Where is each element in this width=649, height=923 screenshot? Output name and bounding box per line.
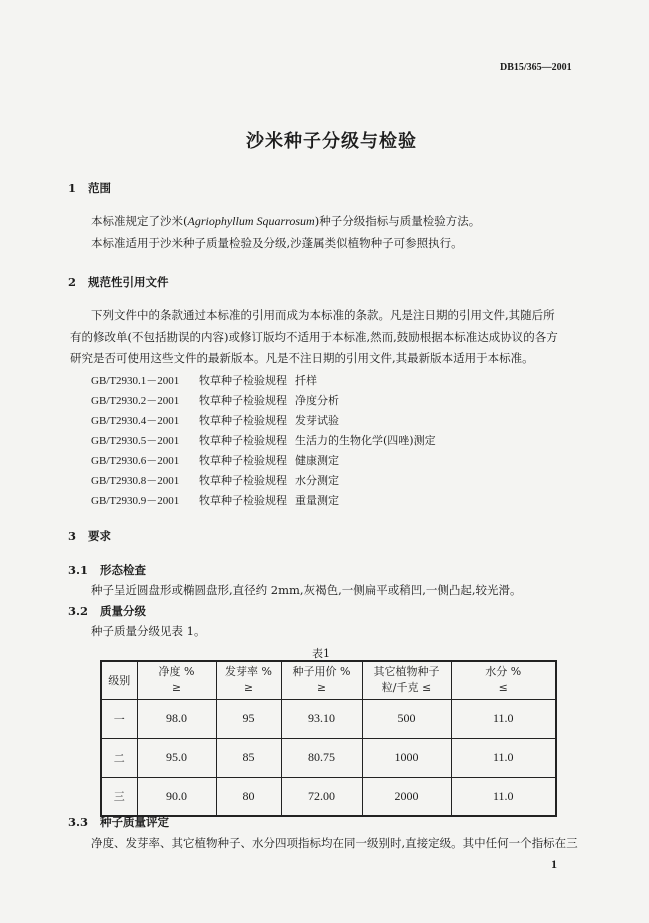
section-number: 3 — [68, 529, 77, 543]
ref-code: GB/T2930.5－2001 — [91, 435, 180, 447]
ref-name: 牧草种子检验规程 — [199, 454, 287, 467]
header-symbol: ≥ — [171, 681, 182, 695]
section-title: 种子质量评定 — [100, 815, 170, 829]
header-symbol: ≥ — [316, 681, 327, 695]
ref-name: 牧草种子检验规程 — [199, 474, 287, 487]
section-3-3-heading — [68, 814, 169, 830]
header-purity — [137, 661, 216, 699]
reference-item — [91, 412, 339, 428]
ref-part: 重量测定 — [295, 494, 339, 507]
header-label: 其它植物种子 — [373, 665, 440, 679]
header-seed-value — [281, 661, 362, 699]
latin-name: Agriophyllum Squarrosum — [187, 214, 315, 228]
reference-item — [91, 432, 436, 448]
section-title: 范围 — [88, 181, 112, 195]
header-label: 种子用价 % — [292, 665, 351, 679]
cell-moisture: 11.0 — [451, 777, 556, 816]
ref-part: 健康测定 — [295, 454, 339, 467]
ref-part: 生活力的生物化学(四唑)测定 — [295, 434, 436, 447]
cell-other-seeds: 2000 — [362, 777, 451, 816]
cell-germination: 95 — [216, 699, 281, 738]
reference-item — [91, 372, 317, 388]
section-number: 1 — [68, 181, 77, 195]
table-row — [101, 777, 556, 816]
cell-purity: 90.0 — [137, 777, 216, 816]
ref-code: GB/T2930.4－2001 — [91, 415, 180, 427]
ref-part: 水分测定 — [295, 474, 339, 487]
cell-grade: 一 — [101, 699, 137, 738]
cell-other-seeds: 500 — [362, 699, 451, 738]
cell-grade: 三 — [101, 777, 137, 816]
header-symbol: ≥ — [243, 681, 254, 695]
ref-code: GB/T2930.1－2001 — [91, 375, 180, 387]
header-label: 发芽率 % — [225, 665, 272, 679]
standard-code: DB15/365—2001 — [500, 62, 572, 73]
references-para-line-2: 有的修改单(不包括勘误的内容)或修订版均不适用于本标准,然而,鼓励根据本标准达成协议的各方 — [70, 330, 558, 344]
header-symbol: ≤ — [498, 681, 508, 695]
ref-part: 净度分析 — [295, 394, 339, 407]
ref-name: 牧草种子检验规程 — [199, 414, 287, 427]
grading-text: 种子质量分级见表 1。 — [91, 624, 206, 638]
ref-part: 扦样 — [295, 374, 317, 387]
cell-moisture: 11.0 — [451, 699, 556, 738]
ref-name: 牧草种子检验规程 — [199, 434, 287, 447]
ref-name: 牧草种子检验规程 — [199, 374, 287, 387]
section-title: 形态检查 — [100, 563, 147, 577]
reference-item — [91, 392, 339, 408]
header-grade: 级别 — [101, 661, 137, 699]
reference-item — [91, 492, 339, 508]
header-label: 净度 % — [158, 665, 195, 679]
cell-seed-value: 93.10 — [281, 699, 362, 738]
header-moisture — [451, 661, 556, 699]
header-symbol: 粒/千克 ≤ — [381, 681, 432, 695]
section-number: 2 — [68, 275, 77, 289]
cell-germination: 85 — [216, 738, 281, 777]
cell-seed-value: 72.00 — [281, 777, 362, 816]
references-para-line-3: 研究是否可使用这些文件的最新版本。凡是不注日期的引用文件,其最新版本适用于本标准。 — [70, 351, 534, 365]
scope-text: )种子分级指标与质量检验方法。 — [314, 214, 481, 228]
section-number: 3.3 — [68, 815, 89, 829]
header-label: 水分 % — [485, 665, 522, 679]
section-number: 3.2 — [68, 604, 89, 618]
document-title: 沙米种子分级与检验 — [246, 131, 417, 152]
morphology-text: 种子呈近圆盘形或椭圆盘形,直径约 2mm,灰褐色,一侧扁平或稍凹,一侧凸起,较光滑。 — [91, 583, 522, 597]
cell-grade: 二 — [101, 738, 137, 777]
ref-name: 牧草种子检验规程 — [199, 494, 287, 507]
header-other-seeds — [362, 661, 451, 699]
section-title: 要求 — [88, 529, 112, 543]
section-3-heading — [68, 528, 111, 544]
ref-code: GB/T2930.8－2001 — [91, 475, 180, 487]
cell-purity: 95.0 — [137, 738, 216, 777]
section-number: 3.1 — [68, 563, 89, 577]
table-caption: 表1 — [312, 647, 330, 660]
table-row — [101, 738, 556, 777]
section-title: 质量分级 — [100, 604, 147, 618]
scope-text: 本标准规定了沙米( — [91, 214, 188, 228]
references-para-line-1: 下列文件中的条款通过本标准的引用而成为本标准的条款。凡是注日期的引用文件,其随后所 — [91, 308, 555, 322]
section-3-2-heading — [68, 603, 146, 619]
scope-paragraph-1 — [91, 213, 480, 229]
ref-name: 牧草种子检验规程 — [199, 394, 287, 407]
cell-germination: 80 — [216, 777, 281, 816]
grading-table — [100, 660, 557, 817]
table-row — [101, 699, 556, 738]
cell-moisture: 11.0 — [451, 738, 556, 777]
cell-seed-value: 80.75 — [281, 738, 362, 777]
cell-other-seeds: 1000 — [362, 738, 451, 777]
page-number: 1 — [551, 857, 557, 871]
table-header-row — [101, 661, 556, 699]
reference-item — [91, 472, 339, 488]
evaluation-text: 净度、发芽率、其它植物种子、水分四项指标均在同一级别时,直接定级。其中任何一个指标在三 — [91, 836, 578, 850]
section-title: 规范性引用文件 — [88, 275, 169, 289]
reference-item — [91, 452, 339, 468]
section-2-heading — [68, 274, 169, 290]
cell-purity: 98.0 — [137, 699, 216, 738]
scope-paragraph-2: 本标准适用于沙米种子质量检验及分级,沙蓬属类似植物种子可参照执行。 — [91, 236, 463, 250]
header-germination — [216, 661, 281, 699]
section-1-heading — [68, 180, 111, 196]
section-3-1-heading — [68, 562, 146, 578]
ref-code: GB/T2930.9－2001 — [91, 495, 180, 507]
ref-code: GB/T2930.6－2001 — [91, 455, 180, 467]
ref-code: GB/T2930.2－2001 — [91, 395, 180, 407]
ref-part: 发芽试验 — [295, 414, 339, 427]
